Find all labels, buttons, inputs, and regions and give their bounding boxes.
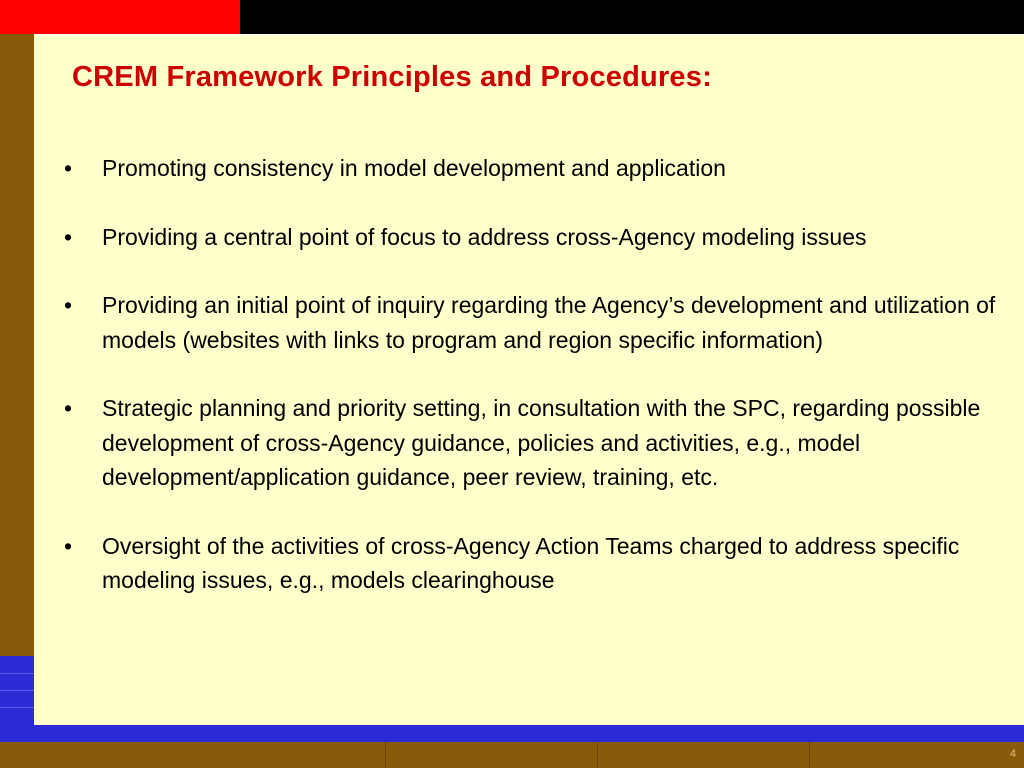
- bullet-dot: •: [64, 395, 73, 421]
- bullet-text: Providing an initial point of inquiry regarding the Agency’s development and utilization of models (websites with links to program and region specific information): [102, 292, 996, 353]
- slide-content-panel: [34, 34, 1024, 725]
- left-brown-bar: [0, 34, 34, 656]
- bottom-brown-bar: [0, 742, 1024, 768]
- bullet-item: [64, 529, 1014, 598]
- bullet-item: [64, 220, 1014, 255]
- top-red-accent: [0, 0, 240, 34]
- bullet-dot: •: [64, 292, 73, 318]
- slide-title: CREM Framework Principles and Procedures:: [72, 61, 712, 93]
- bullet-text: Strategic planning and priority setting, in consultation with the SPC, regarding possible development of cross-Agency guidance, policies and activities, e.g., model development/application guidance, peer review, training, etc.: [102, 395, 981, 490]
- left-blue-block: [0, 656, 34, 724]
- bullet-dot: •: [64, 155, 73, 181]
- bullet-item: [64, 391, 1014, 495]
- bullet-text: Promoting consistency in model development and application: [102, 155, 726, 181]
- bullet-list: [64, 151, 1014, 632]
- bottom-blue-bar: [0, 724, 1024, 742]
- bullet-dot: •: [64, 223, 73, 250]
- bullet-item: [64, 288, 1014, 357]
- page-number: 4: [1009, 748, 1016, 760]
- bullet-text: Oversight of the activities of cross-Agency Action Teams charged to address specific modeling issues, e.g., models clearinghouse: [102, 532, 960, 593]
- bullet-dot: •: [64, 532, 73, 559]
- bullet-text: Providing a central point of focus to address cross-Agency modeling issues: [102, 223, 867, 250]
- bullet-item: [64, 151, 1014, 186]
